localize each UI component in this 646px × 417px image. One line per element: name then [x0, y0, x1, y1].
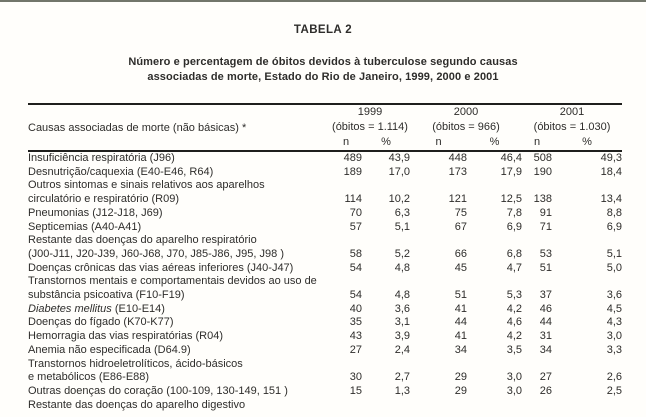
table-row — [28, 289, 622, 303]
row-label: Diabetes mellitus (E10-E14) — [28, 302, 165, 315]
table-subtitle-line2: associadas de morte, Estado do Rio de Janeiro, 1999, 2000 e 2001 — [147, 70, 499, 83]
cell-value: 34 — [454, 343, 468, 356]
mortality-table — [28, 103, 622, 412]
cell-value — [410, 399, 467, 413]
n-header-2000: n — [410, 135, 467, 151]
cell-value: 41 — [454, 302, 468, 315]
row-label: circulatório e respiratório (R09) — [28, 193, 179, 206]
cell-value — [362, 234, 410, 248]
header-row-years — [28, 104, 622, 120]
cell-value: 34 — [539, 343, 553, 356]
cell-value — [522, 179, 552, 193]
cell-value: 5,1 — [606, 247, 623, 260]
cell-value: 5,2 — [394, 247, 411, 260]
row-label: Outros sintomas e sinais relativos aos aparelhos — [28, 179, 265, 192]
cell-value: 4,8 — [394, 261, 411, 274]
cell-value — [552, 358, 622, 372]
cell-value — [362, 358, 410, 372]
cell-value: 4,7 — [506, 261, 523, 274]
row-label: Transtornos hidroeletrolíticos, ácido-básicos — [28, 357, 243, 370]
cell-value — [552, 275, 622, 289]
year-header-2000: 2000 — [453, 106, 479, 118]
cell-value: 5,1 — [394, 220, 411, 233]
table-row — [28, 207, 622, 221]
cell-value: 54 — [349, 261, 362, 274]
cell-value: 53 — [539, 247, 553, 260]
pct-header-1999: % — [362, 135, 410, 151]
table-row — [28, 371, 622, 385]
row-label: Hemorragia das vias respiratórias (R04) — [28, 330, 224, 343]
cell-value: 31 — [539, 330, 553, 343]
cell-value — [522, 399, 552, 413]
cell-value: 1,3 — [394, 384, 411, 397]
cell-value: 44 — [454, 316, 468, 329]
cell-value: 190 — [533, 165, 553, 178]
cell-value: 18,4 — [600, 165, 623, 178]
cell-value: 17,9 — [500, 165, 523, 178]
cell-value: 3,0 — [606, 330, 623, 343]
n-header-2001: n — [522, 135, 552, 151]
table-row — [28, 221, 622, 235]
year-header-1999: 1999 — [357, 106, 383, 118]
cell-value: 46 — [539, 302, 553, 315]
cell-value: 44 — [539, 316, 553, 329]
obitos-header-2001: (óbitos = 1.030) — [533, 121, 611, 133]
cell-value: 51 — [454, 289, 468, 302]
table-subtitle — [0, 55, 646, 84]
cell-value: 3,0 — [506, 371, 523, 384]
cell-value: 6,3 — [394, 206, 411, 219]
cell-value: 27 — [539, 371, 553, 384]
table-row — [28, 344, 622, 358]
cell-value: 13,4 — [600, 193, 623, 206]
cell-value: 3,9 — [394, 330, 411, 343]
cell-value: 91 — [539, 206, 553, 219]
table-row — [28, 166, 622, 180]
cell-value: 12,5 — [500, 193, 523, 206]
cell-value: 37 — [539, 289, 553, 302]
table-row — [28, 151, 622, 166]
row-label: Septicemias (A40-A41) — [28, 220, 142, 233]
cell-value: 29 — [454, 371, 468, 384]
table-row — [28, 399, 622, 413]
row-label: Doenças do fígado (K70-K77) — [28, 316, 174, 329]
cell-value: 67 — [454, 220, 468, 233]
table-row — [28, 193, 622, 207]
cell-value: 2,4 — [394, 343, 411, 356]
cell-value: 40 — [349, 302, 362, 315]
cell-value: 508 — [533, 152, 553, 164]
pct-header-2001: % — [552, 135, 622, 151]
table-subtitle-line1: Número e percentagem de óbitos devidos à tuberculose segundo causas — [128, 56, 518, 68]
row-label: Anemia não especificada (D64.9) — [28, 343, 191, 356]
table-row — [28, 358, 622, 372]
cell-value — [467, 275, 522, 289]
table-row — [28, 262, 622, 276]
row-label: Insuficiência respiratória (J96) — [28, 152, 175, 164]
cell-value: 2,6 — [606, 371, 623, 384]
cell-value — [467, 179, 522, 193]
cell-value: 7,8 — [506, 206, 523, 219]
row-label: Restante das doenças do aparelho digestivo — [28, 398, 246, 411]
cell-value — [330, 275, 362, 289]
table-row — [28, 303, 622, 317]
cell-value: 5,0 — [606, 261, 623, 274]
cell-value: 6,9 — [606, 220, 623, 233]
cell-value: 70 — [349, 206, 362, 219]
cell-value: 6,8 — [506, 247, 523, 260]
cell-value — [467, 234, 522, 248]
cell-value: 8,8 — [606, 206, 623, 219]
cell-value: 27 — [349, 343, 362, 356]
row-label: e metabólicos (E86-E88) — [28, 371, 150, 384]
cell-value: 4,2 — [506, 330, 523, 343]
cell-value: 3,0 — [506, 384, 523, 397]
cell-value — [362, 179, 410, 193]
cell-value: 15 — [349, 384, 362, 397]
cell-value: 45 — [454, 261, 468, 274]
table-row — [28, 330, 622, 344]
cell-value — [362, 399, 410, 413]
row-label: Transtornos mentais e comportamentais devidos ao uso de — [28, 275, 317, 288]
cell-value — [552, 179, 622, 193]
cell-value: 3,6 — [394, 302, 411, 315]
cell-value: 189 — [343, 165, 362, 178]
cell-value — [522, 358, 552, 372]
row-label: Outras doenças do coração (100-109, 130-149, 151 ) — [28, 384, 288, 397]
cell-value — [467, 358, 522, 372]
cell-value: 173 — [448, 165, 468, 178]
cell-value: 3,3 — [606, 343, 623, 356]
cell-value — [410, 234, 467, 248]
obitos-header-1999: (óbitos = 1.114) — [332, 121, 408, 133]
table-row — [28, 316, 622, 330]
table-row — [28, 385, 622, 399]
cell-value: 41 — [454, 330, 468, 343]
cell-value: 46,4 — [500, 152, 523, 164]
cell-value — [410, 179, 467, 193]
cell-value — [330, 234, 362, 248]
cell-value: 43,9 — [388, 152, 411, 164]
row-label: Desnutrição/caquexia (E40-E46, R64) — [28, 165, 214, 178]
row-label: (J00-J11, J20-J39, J60-J68, J70, J85-J86, J95, J98 ) — [28, 247, 284, 260]
cell-value: 448 — [448, 152, 468, 164]
cell-value: 4,8 — [394, 289, 411, 302]
row-label: substância psicoativa (F10-F19) — [28, 289, 185, 302]
table-row — [28, 275, 622, 289]
cell-value — [410, 275, 467, 289]
cell-value: 35 — [349, 316, 362, 329]
cell-value — [552, 234, 622, 248]
table-title: TABELA 2 — [293, 24, 353, 36]
cell-value: 3,5 — [506, 343, 523, 356]
cell-value — [330, 358, 362, 372]
cell-value: 138 — [533, 193, 553, 206]
cell-value: 54 — [349, 289, 362, 302]
cell-value: 10,2 — [388, 193, 411, 206]
cell-value: 4,6 — [506, 316, 523, 329]
cell-value — [552, 399, 622, 413]
table-row — [28, 179, 622, 193]
row-label: Restante das doenças do aparelho respiratório — [28, 234, 257, 247]
table-row — [28, 248, 622, 262]
cell-value: 114 — [344, 193, 362, 206]
cell-value — [330, 179, 362, 193]
cell-value: 5,3 — [506, 289, 523, 302]
cell-value — [410, 358, 467, 372]
obitos-header-2000: (óbitos = 966) — [432, 121, 500, 133]
table-row — [28, 234, 622, 248]
cell-value: 2,7 — [394, 371, 411, 384]
cell-value: 489 — [343, 152, 362, 164]
cell-value: 71 — [539, 220, 553, 233]
cell-value: 3,6 — [606, 289, 623, 302]
cell-value: 57 — [349, 220, 362, 233]
row-header-label: Causas associadas de morte (não básicas) * — [28, 104, 330, 151]
cell-value: 75 — [454, 206, 468, 219]
row-label: Pneumonias (J12-J18, J69) — [28, 206, 163, 219]
cell-value: 49,3 — [600, 152, 623, 164]
cell-value — [362, 275, 410, 289]
cell-value: 66 — [454, 247, 468, 260]
cell-value: 58 — [349, 247, 362, 260]
cell-value — [330, 399, 362, 413]
cell-value — [522, 275, 552, 289]
cell-value: 121 — [448, 193, 468, 206]
cell-value: 17,0 — [388, 165, 411, 178]
cell-value — [467, 399, 522, 413]
pct-header-2000: % — [467, 135, 522, 151]
year-header-2001: 2001 — [559, 106, 585, 118]
n-header-1999: n — [330, 135, 362, 151]
cell-value: 2,5 — [606, 384, 623, 397]
cell-value: 51 — [539, 261, 553, 274]
cell-value: 6,9 — [506, 220, 523, 233]
cell-value: 3,1 — [394, 316, 411, 329]
cell-value: 4,2 — [506, 302, 523, 315]
cell-value: 29 — [454, 384, 468, 397]
cell-value — [522, 234, 552, 248]
cell-value: 43 — [349, 330, 362, 343]
page-top-border — [0, 0, 646, 2]
cell-value: 4,5 — [606, 302, 623, 315]
cell-value: 26 — [539, 384, 553, 397]
cell-value: 4,3 — [606, 316, 623, 329]
cell-value: 30 — [349, 371, 362, 384]
row-label: Doenças crônicas das vias aéreas inferiores (J40-J47) — [28, 261, 294, 274]
